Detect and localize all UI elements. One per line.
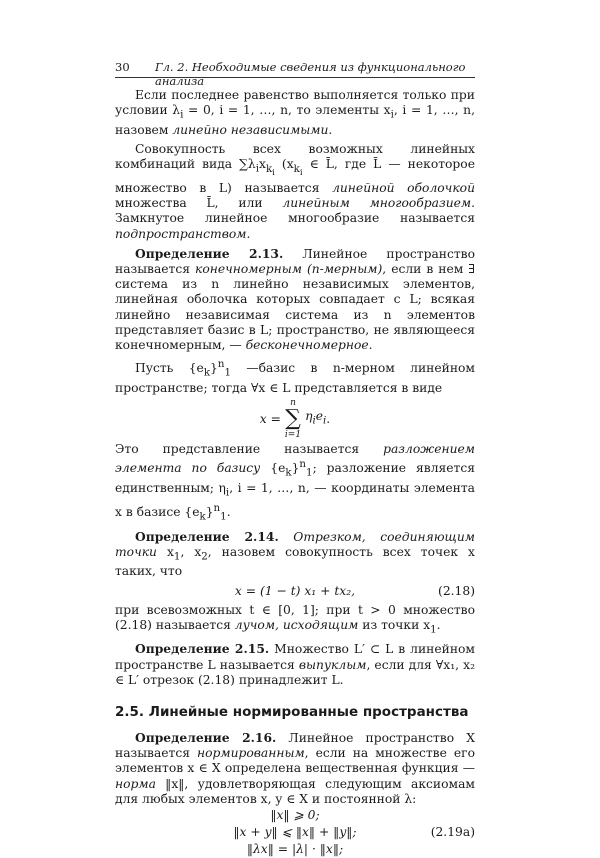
chapter-title: Гл. 2. Необходимые сведения из функционального анализа [155, 60, 466, 88]
term-linear-manifold: линейным многообразием. [282, 196, 476, 211]
definition-label: Определение 2.16. [135, 730, 277, 746]
term-basis-expansion: разложением элемента по базису [115, 442, 475, 476]
paragraph-linear-span: Совокупность всех возможных линейных комбинаций вида $\sum\lambda_ix_{k_i}$ ($x_{k_i}$ ∈ L̄, где L̄ — некоторое множество в L) называется линейной оболочкой множества L̄, или линейным многообразием. Замкнутое линейное многообразие называется подпространством. [115, 142, 476, 241]
definition-label: Определение 2.15. [135, 641, 270, 657]
axiom-triangle: ‖x + y‖ ⩽ ‖x‖ + ‖y‖; [233, 825, 357, 840]
page-body [115, 88, 475, 858]
term-subspace: подпространством. [115, 226, 251, 241]
term-linearly-independent: линейно независимыми. [172, 122, 333, 137]
equation-number: (2.19a) [430, 825, 475, 840]
equation-number: (2.18) [438, 583, 475, 598]
equation-expansion: x = n ∑ i=1 $\eta_ie_i$ . [259, 398, 331, 441]
page-number: 30 [115, 60, 130, 74]
equation-2-18: x = (1 − t) x₁ + tx₂, (2.18) [234, 583, 475, 598]
sum-operator: n ∑ i=1 [284, 398, 302, 441]
paragraph-expansion: Это представление называется разложением элемента по базису $\{e_k\}^n_1$; разложение является единственным; $\eta_i$, i = 1, …, n, — координаты элемента x в базисе $\{e_k\}^n_1$. [115, 442, 475, 523]
section-heading: 2.5. Линейные нормированные пространства [115, 704, 469, 721]
axiom-nonnegative: ‖x‖ ⩾ 0; [270, 808, 320, 823]
definition-2-16: Определение 2.16. Линейное пространство X называется нормированным, если на множестве его элементов x ∈ X определена вещественная функция — норма ‖x‖, удовлетворяющая следующим аксиомам для любых элементов x, y ∈ X и постоянной λ: [115, 730, 475, 806]
definition-2-13: Определение 2.13. Линейное пространство называется конечномерным (n-мерным), если в нем ∃ система из n линейно независимых элементов, линейная оболочка которых совпадает с L; всякая линейно независимая система из n элементов представляет базис в L; пространство, не являющееся конечномерным, — бесконечномерное. [115, 245, 475, 352]
header-rule [115, 77, 475, 78]
definition-label: Определение 2.13. [135, 245, 284, 261]
term-norm: норма [115, 776, 156, 791]
definition-label: Определение 2.14. [135, 528, 279, 544]
paragraph-basis: Пусть $\{e_k\}^n_1$ —базис в n-мерном линейном пространстве; тогда ∀x ∈ L представляется в виде [115, 358, 475, 395]
term-linear-span: линейной оболочкой [332, 180, 475, 195]
axiom-homogeneity: ‖λx‖ = |λ| · ‖x‖; [246, 842, 344, 857]
paragraph-ray: при всевозможных t ∈ [0, 1]; при t > 0 множество (2.18) называется лучом, исходящим из точки $x_1$. [115, 602, 475, 636]
definition-2-14: Определение 2.14. Отрезком, соединяющим точки $x_1$, $x_2$, назовем совокупность всех точек x таких, что [115, 528, 475, 579]
term-ray: лучом, исходящим [234, 617, 359, 632]
definition-2-15: Определение 2.15. Множество L′ ⊂ L в линейном пространстве L называется выпуклым, если для ∀x₁, x₂ ∈ L′ отрезок (2.18) принадлежит L. [115, 641, 475, 687]
paragraph-linear-independence: Если последнее равенство выполняется только при условии $\lambda_i = 0$, i = 1, …, n, то элементы $x_i$, i = 1, …, n, назовем линейно независимыми. [115, 88, 475, 137]
norm-axioms [115, 807, 475, 858]
term-convex: выпуклым [298, 657, 367, 672]
term-normed: нормированным [197, 746, 305, 761]
